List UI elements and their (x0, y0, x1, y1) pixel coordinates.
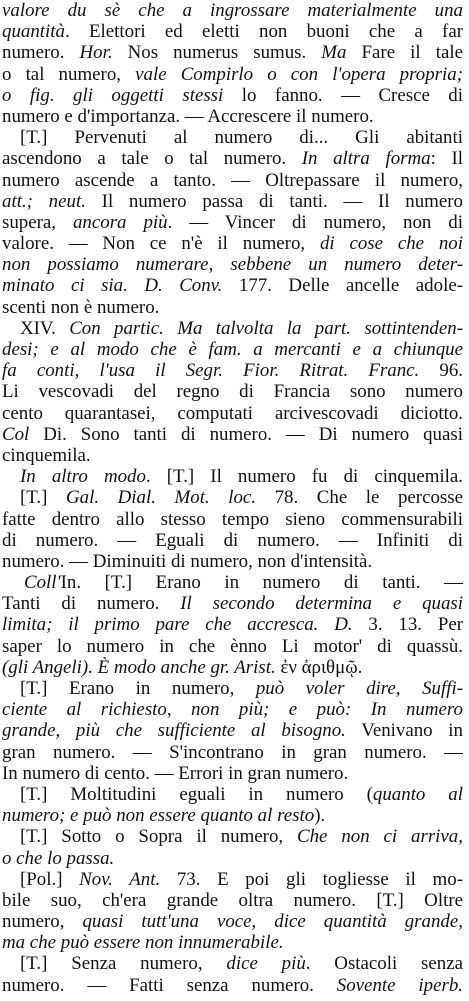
text-run: [T.] Sotto o Sopra il numero, (20, 826, 298, 848)
text-line (2, 614, 463, 635)
text-run: valore. — Non ce n'è il numero, (2, 233, 320, 255)
italic-text: (gli Angeli). È modo anche gr. Arist. (2, 656, 276, 678)
text-line (2, 551, 463, 572)
text-run: lo fanno. — Cresce di (223, 84, 463, 106)
text-run: XIV. (20, 317, 70, 339)
italic-text: Sovente iperb. (336, 974, 463, 996)
text-run: fatte dentro allo stesso tempo sieno commensurabili (2, 508, 463, 530)
text-run: . Elettori ed eletti non buoni che a far (64, 21, 463, 43)
italic-text: Hor. (79, 42, 113, 64)
text-line (2, 403, 463, 424)
text-run: : Il (430, 148, 463, 170)
text-run: scenti non è numero. (2, 296, 160, 318)
text-run: [T.] Erano in numero, (20, 678, 256, 699)
text-run: bile suo, ch'era grande oltra numero. [T.] Oltre (2, 889, 463, 911)
text-line (2, 763, 463, 784)
text-line (2, 572, 463, 593)
text-line (2, 487, 463, 508)
text-line (2, 509, 463, 530)
text-line (2, 42, 463, 63)
text-line (2, 657, 463, 678)
text-line (2, 932, 463, 953)
text-line (2, 360, 463, 381)
italic-text: Ma (321, 42, 347, 64)
text-run: In. [T.] Erano in numero di tanti. — (60, 572, 463, 594)
text-line (2, 636, 463, 657)
italic-text: ma che può essere non innumerabile. (2, 932, 284, 954)
italic-text: In altro modo (20, 466, 146, 488)
text-run: Fare il tale (346, 42, 463, 64)
text-run: . Ostacoli senza (305, 953, 463, 975)
italic-text: Il secondo determina e quasi (180, 593, 463, 615)
text-line (2, 805, 463, 826)
text-line (2, 127, 463, 148)
italic-text: ciente al richiesto, non più; e può: In numero (2, 699, 463, 721)
italic-text: non possiamo numerare, sebbene un numero deter- (2, 254, 463, 276)
text-line (2, 275, 463, 296)
italic-text: Nov. Ant. (79, 868, 161, 890)
italic-text: quasi tutt'una voce, dice quantità grande, (82, 911, 463, 933)
italic-text: minato ci sia. D. Conv. (2, 275, 223, 297)
text-run: 73. E poi gli togliesse il mo- (160, 868, 463, 890)
text-run: cento quarantasei, computati arcivescovadi diciotto. (2, 402, 463, 424)
text-run: Venivano in (345, 720, 463, 742)
italic-text: quantità (2, 21, 65, 43)
text-run: In numero di cento. — Errori in gran numero. (2, 762, 349, 784)
text-run: . — Vincer di numero, non di (167, 211, 463, 233)
text-line (2, 85, 463, 106)
text-run: numero e d'importanza. — Accrescere il numero. (2, 105, 374, 127)
text-line (2, 0, 463, 21)
italic-text: grande, più che sufficiente al bisogno. (2, 720, 346, 742)
italic-text: Gal. Dial. Mot. loc. (66, 487, 257, 509)
text-line (2, 64, 463, 85)
italic-text: Che non ci arriva, (297, 826, 463, 848)
text-line (2, 890, 463, 911)
text-line (2, 170, 463, 191)
italic-text: valore du sè che a ingrossare materialmente una (2, 0, 463, 21)
text-run: Li vescovadi del regno di Francia sono numero (2, 381, 463, 403)
text-line (2, 445, 463, 466)
text-run: numero. (2, 42, 80, 64)
text-line (2, 593, 463, 614)
text-line (2, 678, 463, 699)
text-run: 96. (419, 360, 463, 382)
text-line (2, 784, 463, 805)
text-run: saper lo numero in che ènno Li motor' di quassù. (2, 635, 463, 657)
text-run: [T.] (20, 487, 67, 509)
text-line (2, 742, 463, 763)
text-run: Nos numerus sumus. (112, 42, 322, 64)
text-line (2, 339, 463, 360)
italic-text: può voler dire, Suffi- (255, 678, 463, 699)
italic-text: Coll' (24, 572, 61, 594)
italic-text: dice più (226, 953, 306, 975)
text-line (2, 975, 463, 996)
italic-text: desi; e al modo che è fam. a mercanti e a chiunque (2, 339, 463, 360)
text-run: Il numero passa di tanti. — Il numero (85, 190, 463, 212)
italic-text: ancora più (72, 211, 168, 233)
italic-text: quanto al (372, 783, 463, 805)
italic-text: In altra forma (301, 148, 431, 170)
italic-text: Con partic. Ma talvolta la part. sottintenden- (69, 317, 463, 339)
text-line (2, 466, 463, 487)
text-run: 78. Che le percosse (256, 487, 463, 509)
text-line (2, 826, 463, 847)
text-run: ἐν ἀριθμῷ. (275, 656, 363, 678)
text-run: ascendono a tale o tal numero. (2, 148, 302, 170)
text-line (2, 212, 463, 233)
text-line (2, 191, 463, 212)
italic-text: att.; neut. (2, 190, 86, 212)
text-run: o tal numero, (2, 63, 136, 85)
text-run: . [T.] Il numero fu di cinquemila. (145, 466, 463, 488)
italic-text: fa conti, l'usa il Segr. Fior. Ritrat. Franc. (2, 360, 420, 382)
text-run: numero, (2, 911, 83, 933)
text-run: cinquemila. (2, 444, 91, 466)
text-line (2, 424, 463, 445)
text-run: [T.] Senza numero, (20, 953, 227, 975)
text-line (2, 530, 463, 551)
text-run: 3. 13. Per (352, 614, 463, 636)
text-line (2, 233, 463, 254)
text-run: gran numero. — S'incontrano in gran numero. — (2, 741, 463, 763)
italic-text: o fig. gli oggetti stessi (2, 84, 224, 106)
italic-text: di cose che noi (319, 233, 463, 255)
text-run: [Pol.] (20, 868, 80, 890)
text-line (2, 318, 463, 339)
text-line (2, 21, 463, 42)
text-run: numero. — Fatti senza numero. (2, 974, 337, 996)
text-run: Di. Sono tanti di numero. — Di numero quasi (29, 423, 463, 445)
text-run: numero. — Diminuiti di numero, non d'intensità. (2, 550, 373, 572)
text-run: [T.] Pervenuti al numero di... Gli abitanti (20, 127, 463, 149)
italic-text: o che lo passa. (2, 847, 115, 869)
text-run: numero ascende a tanto. — Oltrepassare il numero, (2, 169, 463, 191)
text-line (2, 953, 463, 974)
text-line (2, 869, 463, 890)
italic-text: vale Compirlo o con l'opera propria; (135, 63, 463, 85)
text-line (2, 381, 463, 402)
italic-text: limita; il primo pare che accresca. D. (2, 614, 353, 636)
text-line (2, 720, 463, 741)
text-run: 177. Delle ancelle adole- (222, 275, 463, 297)
text-line (2, 297, 463, 318)
italic-text: numero; e può non essere quanto al resto (2, 805, 315, 827)
text-run: [T.] Moltitudini eguali in numero ( (20, 783, 373, 805)
text-run: ). (314, 805, 326, 827)
text-run: Tanti di numero. (2, 593, 181, 615)
text-line (2, 106, 463, 127)
italic-text: Col (2, 423, 30, 445)
text-line (2, 148, 463, 169)
text-line (2, 911, 463, 932)
text-run: di numero. — Eguali di numero. — Infiniti di (2, 529, 463, 551)
text-line (2, 254, 463, 275)
text-run: supera, (2, 211, 73, 233)
text-line (2, 848, 463, 869)
text-line (2, 699, 463, 720)
